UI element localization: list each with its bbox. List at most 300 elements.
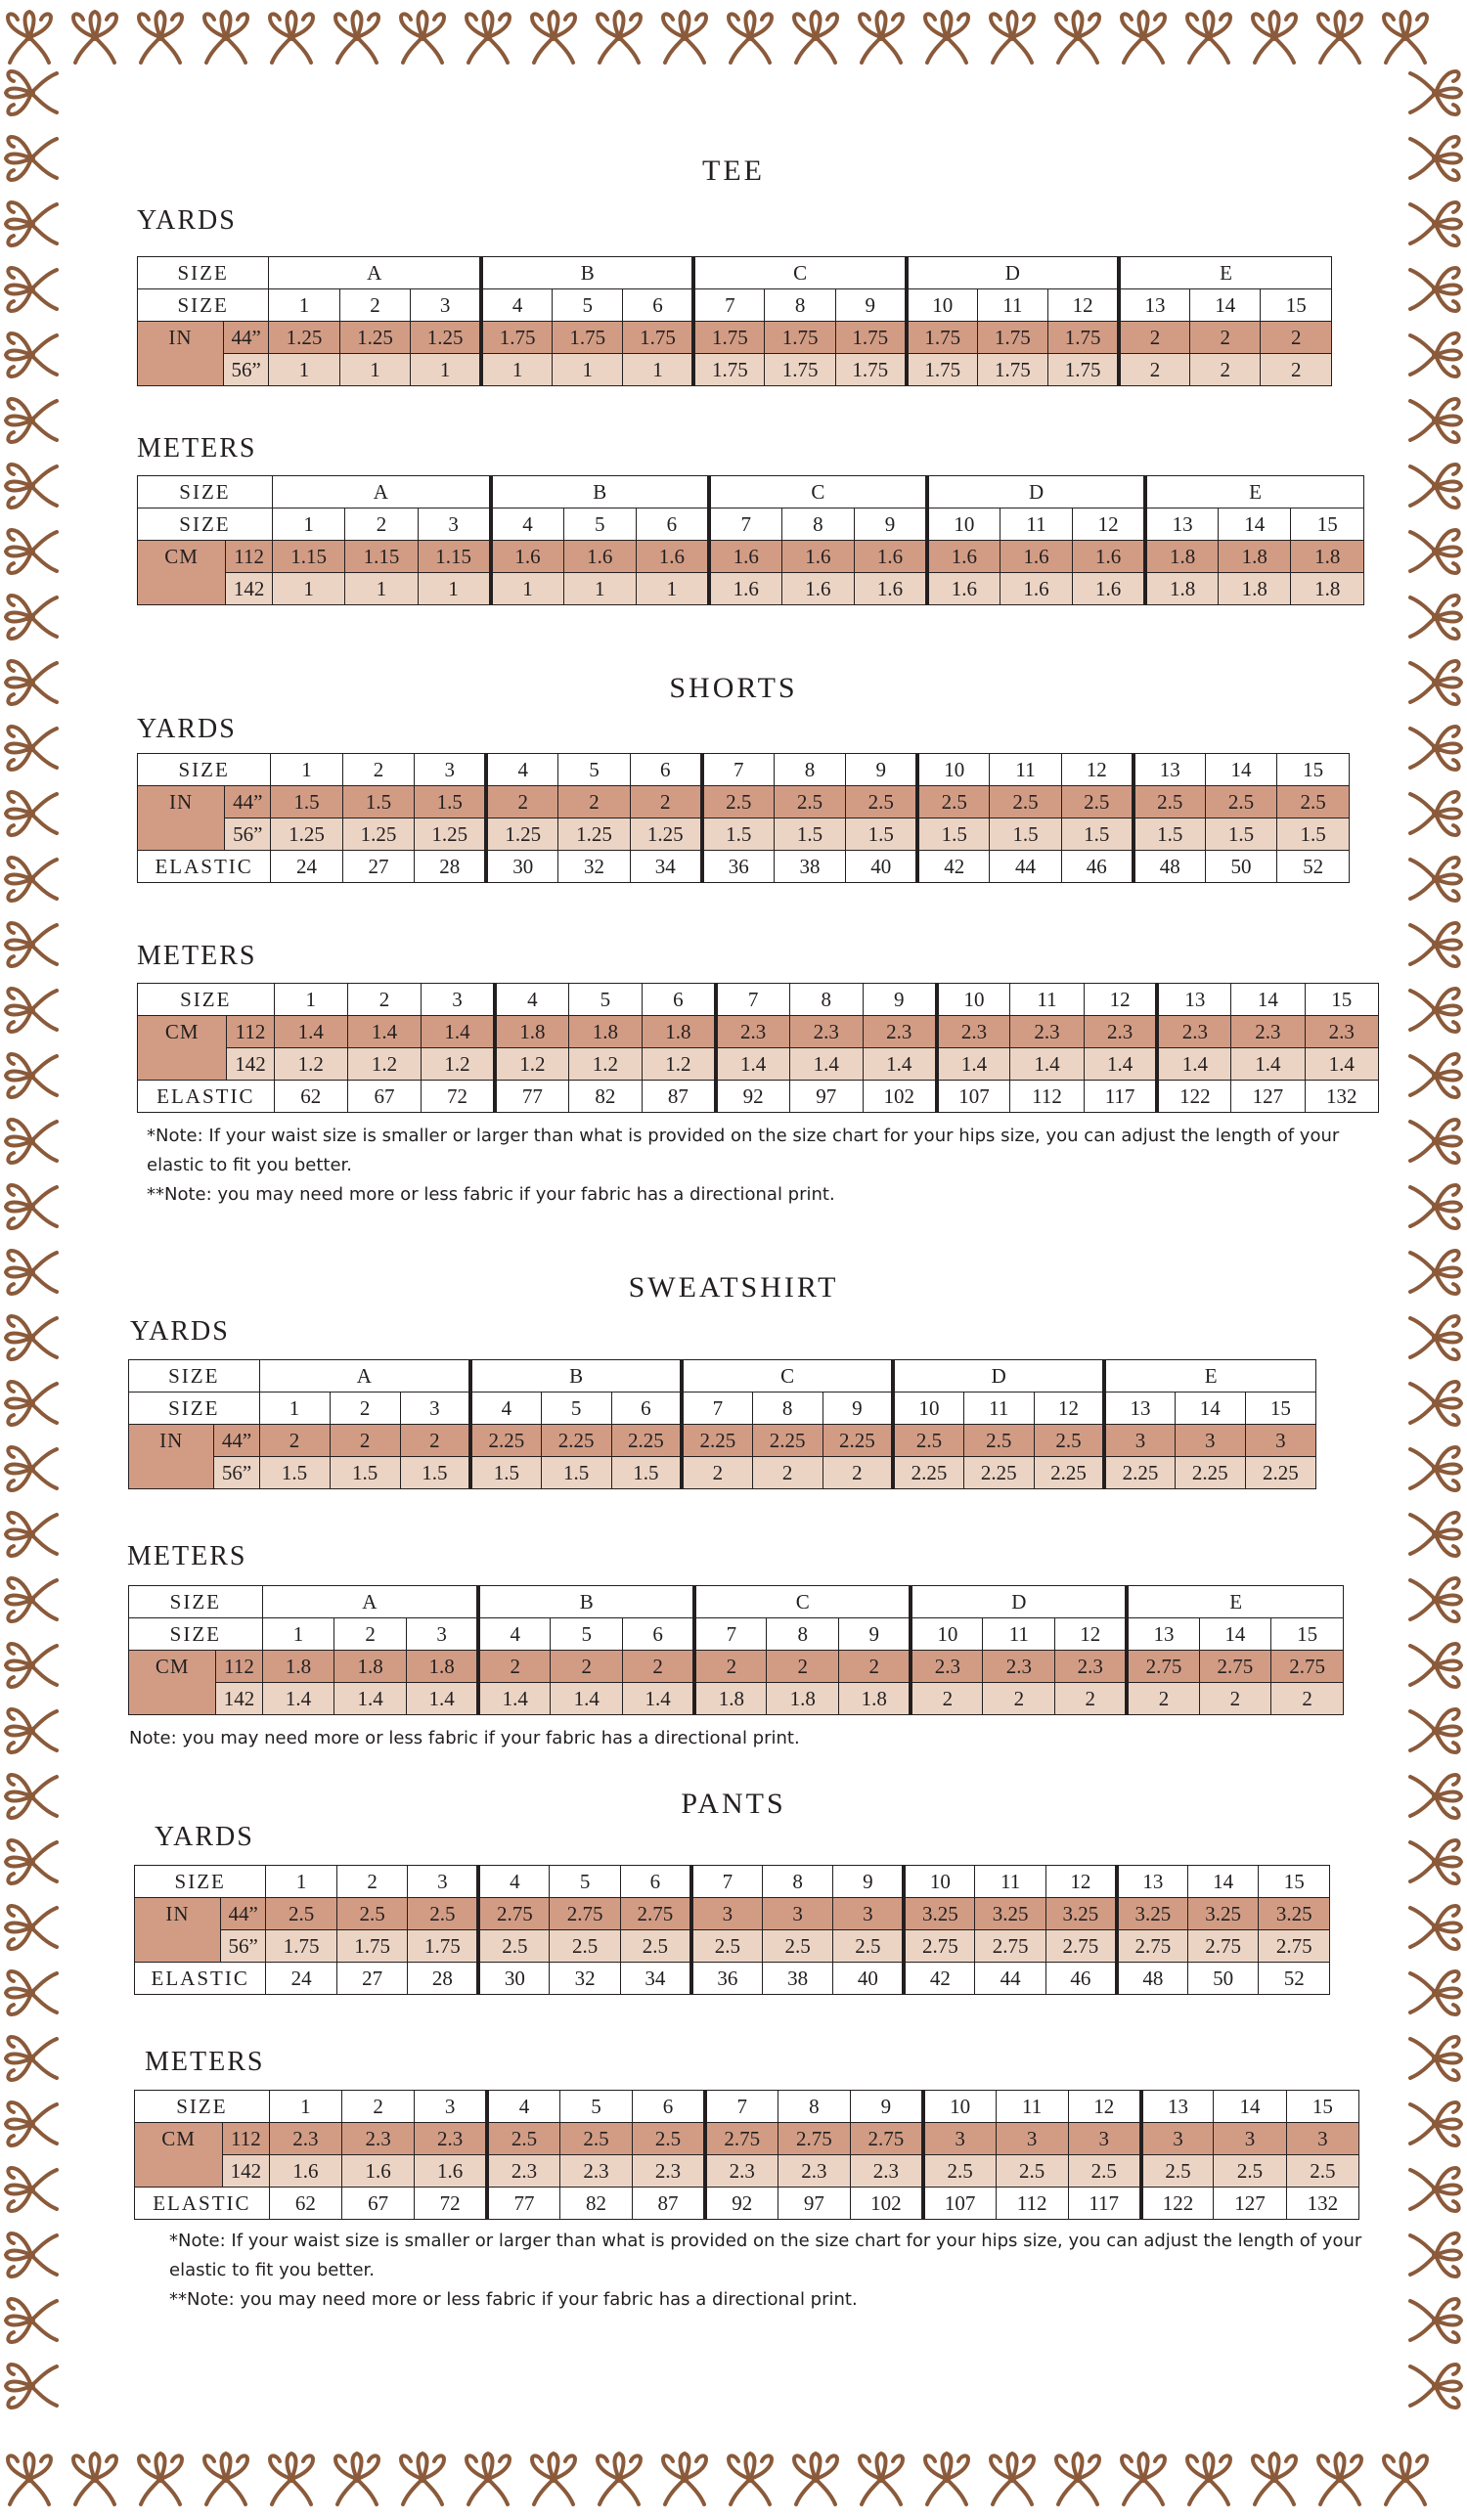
flower-ornament-icon: [335, 2454, 378, 2504]
elastic-cell: 117: [1068, 2188, 1140, 2220]
yardage-cell: 2.75: [778, 2123, 850, 2155]
flower-ornament-icon: [1187, 12, 1230, 63]
size-group-cell: D: [893, 1360, 1104, 1393]
size-cell: 1: [259, 1393, 330, 1425]
elastic-label: ELASTIC: [135, 2188, 270, 2220]
fabric-row: [135, 2155, 1359, 2188]
elastic-cell: 40: [833, 1963, 905, 1995]
flower-ornament-icon: [1410, 202, 1461, 245]
fabric-width-cell: 44”: [225, 786, 271, 818]
yardage-cell: 1.25: [415, 818, 487, 851]
size-group-cell: A: [269, 257, 481, 289]
flower-ornament-icon: [729, 12, 772, 63]
fabric-row: [129, 1683, 1344, 1715]
elastic-row: [138, 851, 1350, 883]
yardage-cell: 1.6: [855, 541, 927, 573]
size-label: SIZE: [129, 1393, 260, 1425]
section-title-pants: PANTS: [681, 1788, 786, 1820]
yardage-cell: 2.5: [620, 1930, 691, 1963]
flower-ornament-icon: [794, 12, 837, 63]
sweatshirt-yards-label: YARDS: [130, 1316, 230, 1347]
flower-ornament-icon: [1410, 2365, 1461, 2408]
size-cell: 14: [1175, 1393, 1245, 1425]
yardage-cell: 3: [762, 1898, 833, 1930]
size-group-cell: C: [709, 476, 927, 508]
size-row: [138, 289, 1332, 322]
yardage-cell: 1.4: [1305, 1048, 1378, 1081]
yardage-cell: 2: [630, 786, 702, 818]
yardage-cell: 2.3: [983, 1651, 1055, 1683]
elastic-cell: 72: [415, 2188, 487, 2220]
yardage-cell: 2.25: [893, 1457, 963, 1489]
size-group-cell: E: [1145, 476, 1363, 508]
elastic-cell: 38: [762, 1963, 833, 1995]
yardage-cell: 2.75: [1271, 1651, 1344, 1683]
flower-ornament-icon: [1056, 12, 1099, 63]
yardage-cell: 1.8: [262, 1651, 334, 1683]
yardage-cell: 2: [682, 1457, 752, 1489]
size-row: [138, 754, 1350, 786]
elastic-cell: 42: [917, 851, 990, 883]
flower-ornament-icon: [6, 2168, 57, 2211]
tee-meters-table: [137, 475, 1364, 605]
yardage-cell: 2: [400, 1425, 470, 1457]
yardage-cell: 2: [1189, 354, 1260, 386]
size-cell: 10: [937, 984, 1010, 1016]
yardage-cell: 1.8: [406, 1651, 478, 1683]
elastic-cell: 44: [990, 851, 1062, 883]
size-cell: 10: [927, 508, 1000, 541]
yardage-cell: 2.3: [1157, 1016, 1230, 1048]
size-cell: 5: [559, 2091, 632, 2123]
unit-cell: IN: [135, 1898, 221, 1963]
yardage-cell: 1: [636, 573, 708, 605]
flower-ornament-icon: [467, 12, 510, 63]
yardage-cell: 2.3: [1305, 1016, 1378, 1048]
yardage-cell: 2.25: [611, 1425, 682, 1457]
yardage-cell: 2.3: [1231, 1016, 1305, 1048]
yardage-cell: 2.25: [963, 1457, 1034, 1489]
yardage-cell: 2.5: [846, 786, 918, 818]
yardage-cell: 2.3: [778, 2155, 850, 2188]
size-cell: 15: [1245, 1393, 1315, 1425]
size-cell: 8: [752, 1393, 822, 1425]
flower-ornament-icon: [6, 1578, 57, 1621]
fabric-width-cell: 112: [223, 2123, 270, 2155]
elastic-cell: 48: [1117, 1963, 1188, 1995]
yardage-cell: 1.6: [563, 541, 636, 573]
yardage-cell: 2.5: [762, 1930, 833, 1963]
elastic-cell: 67: [347, 1081, 421, 1113]
yardage-cell: 1.15: [345, 541, 418, 573]
size-label: SIZE: [129, 1618, 263, 1651]
elastic-cell: 127: [1214, 2188, 1286, 2220]
size-cell: 12: [1055, 1618, 1128, 1651]
size-cell: 8: [774, 754, 846, 786]
group-header-row: [138, 257, 1332, 289]
yardage-cell: 1.5: [271, 786, 343, 818]
yardage-cell: 1.8: [694, 1683, 767, 1715]
flower-ornament-icon: [1410, 2299, 1461, 2342]
flower-ornament-icon: [1410, 71, 1461, 114]
fabric-row: [138, 818, 1350, 851]
yardage-cell: 2.75: [1127, 1651, 1199, 1683]
yardage-cell: 2.25: [541, 1425, 611, 1457]
yardage-cell: 2: [767, 1651, 839, 1683]
size-label: SIZE: [138, 754, 271, 786]
flower-ornament-icon: [204, 12, 247, 63]
fabric-width-cell: 112: [227, 1016, 274, 1048]
flower-ornament-icon: [401, 2454, 444, 2504]
elastic-cell: 122: [1157, 1081, 1230, 1113]
flower-ornament-icon: [139, 12, 182, 63]
elastic-cell: 117: [1084, 1081, 1157, 1113]
yardage-cell: 1.5: [990, 818, 1062, 851]
size-label: SIZE: [138, 508, 273, 541]
flower-ornament-icon: [1410, 399, 1461, 442]
yardage-cell: 1.2: [495, 1048, 568, 1081]
size-cell: 11: [977, 289, 1047, 322]
yardage-cell: 1: [339, 354, 410, 386]
yardage-cell: 1: [553, 354, 623, 386]
yardage-cell: 1.25: [630, 818, 702, 851]
group-header-row: [129, 1586, 1344, 1618]
yardage-cell: 1.8: [767, 1683, 839, 1715]
size-cell: 10: [893, 1393, 963, 1425]
unit-cell: IN: [138, 786, 225, 851]
flower-ornament-icon: [6, 989, 57, 1032]
elastic-cell: 87: [633, 2188, 705, 2220]
fabric-row: [135, 1898, 1330, 1930]
size-group-cell: B: [491, 476, 709, 508]
yardage-cell: 2.5: [1214, 2155, 1286, 2188]
yardage-cell: 3.25: [1117, 1898, 1188, 1930]
yardage-cell: 2.3: [937, 1016, 1010, 1048]
size-cell: 5: [541, 1393, 611, 1425]
flower-ornament-icon: [1410, 464, 1461, 508]
size-cell: 10: [923, 2091, 996, 2123]
elastic-cell: 107: [937, 1081, 1010, 1113]
yardage-cell: 3: [1245, 1425, 1315, 1457]
yardage-cell: 1.4: [478, 1683, 551, 1715]
flower-ornament-icon: [6, 268, 57, 311]
fabric-width-cell: 56”: [220, 1930, 265, 1963]
size-group-label: SIZE: [138, 476, 273, 508]
size-cell: 3: [411, 289, 481, 322]
flower-ornament-icon: [1410, 1906, 1461, 1949]
yardage-cell: 2: [259, 1425, 330, 1457]
yardage-cell: 2.5: [487, 2123, 559, 2155]
flower-ornament-icon: [6, 333, 57, 376]
flower-ornament-icon: [1253, 2454, 1296, 2504]
elastic-cell: 62: [269, 2188, 341, 2220]
elastic-cell: 92: [705, 2188, 778, 2220]
size-cell: 4: [478, 1866, 550, 1898]
yardage-cell: 1.4: [1084, 1048, 1157, 1081]
yardage-cell: 3: [996, 2123, 1068, 2155]
yardage-cell: 2: [1261, 354, 1332, 386]
yardage-cell: 1.8: [1219, 573, 1291, 605]
flower-ornament-icon: [532, 12, 575, 63]
yardage-cell: 2.5: [833, 1930, 905, 1963]
flower-ornament-icon: [1410, 1316, 1461, 1359]
yardage-cell: 1.6: [855, 573, 927, 605]
yardage-cell: 1.5: [259, 1457, 330, 1489]
yardage-cell: 1.6: [709, 573, 781, 605]
yardage-cell: 1.8: [1291, 541, 1364, 573]
pants-yards-label: YARDS: [155, 1822, 254, 1852]
note-waist: *Note: If your waist size is smaller or larger than what is provided on the size chart for your hips size, you can adjust the length of your elastic to fit you better.: [147, 1126, 1340, 1175]
size-cell: 8: [765, 289, 835, 322]
yardage-cell: 1.6: [1073, 541, 1145, 573]
size-cell: 10: [907, 289, 977, 322]
shorts-notes: [147, 1122, 1369, 1210]
elastic-cell: 24: [266, 1963, 337, 1995]
yardage-cell: 1.4: [623, 1683, 695, 1715]
size-cell: 2: [336, 1866, 408, 1898]
yardage-cell: 1.8: [334, 1651, 407, 1683]
yardage-cell: 1.2: [274, 1048, 347, 1081]
size-cell: 14: [1199, 1618, 1271, 1651]
size-cell: 9: [863, 984, 936, 1016]
size-label: SIZE: [138, 289, 269, 322]
yardage-cell: 1.2: [422, 1048, 495, 1081]
size-cell: 15: [1286, 2091, 1358, 2123]
size-label: SIZE: [138, 984, 275, 1016]
yardage-cell: 2.5: [990, 786, 1062, 818]
flower-ornament-icon: [6, 2102, 57, 2145]
size-cell: 5: [551, 1618, 623, 1651]
size-cell: 8: [781, 508, 854, 541]
size-group-cell: E: [1127, 1586, 1343, 1618]
yardage-cell: 2: [330, 1425, 400, 1457]
flower-ornament-icon: [1410, 792, 1461, 835]
sweatshirt-meters-label: METERS: [127, 1541, 247, 1571]
size-group-cell: B: [470, 1360, 682, 1393]
yardage-cell: 3.25: [1187, 1898, 1259, 1930]
size-cell: 7: [702, 754, 775, 786]
size-cell: 2: [339, 289, 410, 322]
yardage-cell: 2.75: [1199, 1651, 1271, 1683]
elastic-row: [138, 1081, 1379, 1113]
fabric-row: [138, 573, 1364, 605]
fabric-row: [135, 2123, 1359, 2155]
yardage-cell: 2.5: [702, 786, 775, 818]
yardage-cell: 2.3: [1010, 1016, 1084, 1048]
flower-ornament-icon: [335, 12, 378, 63]
flower-ornament-icon: [6, 1513, 57, 1556]
yardage-cell: 1: [491, 573, 563, 605]
yardage-cell: 2.5: [1061, 786, 1134, 818]
size-cell: 11: [983, 1618, 1055, 1651]
size-cell: 9: [850, 2091, 922, 2123]
flower-ornament-icon: [1410, 727, 1461, 770]
section-title-tee: TEE: [702, 155, 765, 187]
size-cell: 8: [778, 2091, 850, 2123]
yardage-cell: 2.5: [550, 1930, 621, 1963]
size-cell: 11: [963, 1393, 1034, 1425]
size-cell: 15: [1291, 508, 1364, 541]
yardage-cell: 1.75: [266, 1930, 337, 1963]
flower-ornament-icon: [6, 202, 57, 245]
yardage-cell: 2.5: [1286, 2155, 1358, 2188]
tee-yards-label: YARDS: [137, 205, 237, 236]
size-group-cell: C: [682, 1360, 893, 1393]
yardage-cell: 1.25: [486, 818, 558, 851]
size-cell: 2: [345, 508, 418, 541]
yardage-cell: 3: [1068, 2123, 1140, 2155]
elastic-cell: 67: [341, 2188, 414, 2220]
elastic-label: ELASTIC: [135, 1963, 266, 1995]
yardage-cell: 2.75: [1187, 1930, 1259, 1963]
elastic-cell: 97: [778, 2188, 850, 2220]
yardage-cell: 1.6: [341, 2155, 414, 2188]
size-cell: 11: [990, 754, 1062, 786]
flower-ornament-icon: [1122, 12, 1165, 63]
yardage-cell: 2.5: [923, 2155, 996, 2188]
section-title-shorts: SHORTS: [669, 672, 798, 704]
size-group-label: SIZE: [129, 1360, 260, 1393]
flower-ornament-icon: [1410, 1382, 1461, 1425]
yardage-cell: 2.3: [850, 2155, 922, 2188]
yardage-cell: 1.5: [541, 1457, 611, 1489]
elastic-cell: 42: [904, 1963, 975, 1995]
shorts-yards-table: [137, 753, 1350, 883]
yardage-cell: 1.4: [262, 1683, 334, 1715]
yardage-cell: 1.75: [765, 354, 835, 386]
fabric-row: [129, 1457, 1316, 1489]
yardage-cell: 1.6: [1000, 573, 1072, 605]
section-title-sweatshirt: SWEATSHIRT: [628, 1271, 839, 1304]
elastic-cell: 50: [1187, 1963, 1259, 1995]
flower-ornament-icon: [401, 12, 444, 63]
elastic-cell: 112: [996, 2188, 1068, 2220]
size-cell: 7: [691, 1866, 763, 1898]
elastic-cell: 127: [1231, 1081, 1305, 1113]
size-group-label: SIZE: [129, 1586, 263, 1618]
yardage-cell: 2.3: [1084, 1016, 1157, 1048]
yardage-cell: 2.25: [1034, 1457, 1104, 1489]
sweatshirt-note: Note: you may need more or less fabric if your fabric has a directional print.: [129, 1728, 800, 1748]
group-header-row: [138, 476, 1364, 508]
elastic-cell: 34: [620, 1963, 691, 1995]
size-cell: 1: [274, 984, 347, 1016]
yardage-cell: 1.75: [1048, 322, 1119, 354]
size-row: [129, 1618, 1344, 1651]
flower-ornament-icon: [1410, 1578, 1461, 1621]
yardage-cell: 1.6: [269, 2155, 341, 2188]
elastic-cell: 36: [691, 1963, 763, 1995]
yardage-cell: 3.25: [1259, 1898, 1330, 1930]
flower-ornament-icon: [6, 1971, 57, 2014]
yardage-cell: 2.5: [1068, 2155, 1140, 2188]
yardage-cell: 1.25: [271, 818, 343, 851]
size-cell: 4: [478, 1618, 551, 1651]
yardage-cell: 1.4: [347, 1016, 421, 1048]
yardage-cell: 2.3: [1055, 1651, 1128, 1683]
yardage-cell: 2.25: [752, 1425, 822, 1457]
yardage-cell: 1.25: [411, 322, 481, 354]
yardage-cell: 2.25: [682, 1425, 752, 1457]
fabric-width-cell: 44”: [220, 1898, 265, 1930]
yardage-cell: 2: [486, 786, 558, 818]
elastic-cell: 107: [923, 2188, 996, 2220]
size-cell: 15: [1261, 289, 1332, 322]
elastic-cell: 46: [1045, 1963, 1117, 1995]
size-cell: 5: [568, 984, 642, 1016]
size-cell: 12: [1048, 289, 1119, 322]
yardage-cell: 1.5: [342, 786, 415, 818]
size-cell: 7: [694, 1618, 767, 1651]
yardage-cell: 1.4: [863, 1048, 936, 1081]
flower-ornament-icon: [1410, 858, 1461, 901]
flower-ornament-icon: [1410, 2102, 1461, 2145]
yardage-cell: 1.2: [568, 1048, 642, 1081]
yardage-cell: 2: [551, 1651, 623, 1683]
elastic-cell: 132: [1305, 1081, 1378, 1113]
yardage-cell: 1.75: [1048, 354, 1119, 386]
size-cell: 5: [553, 289, 623, 322]
flower-ornament-icon: [6, 1382, 57, 1425]
yardage-cell: 2.5: [774, 786, 846, 818]
fabric-width-cell: 56”: [225, 818, 271, 851]
elastic-cell: 44: [975, 1963, 1046, 1995]
size-row: [135, 2091, 1359, 2123]
yardage-cell: 1.8: [642, 1016, 715, 1048]
flower-ornament-icon: [1056, 2454, 1099, 2504]
yardage-cell: 2.75: [1259, 1930, 1330, 1963]
size-cell: 12: [1034, 1393, 1104, 1425]
size-cell: 6: [636, 508, 708, 541]
size-cell: 15: [1305, 984, 1378, 1016]
yardage-cell: 2.5: [559, 2123, 632, 2155]
flower-ornament-icon: [1410, 1513, 1461, 1556]
flower-ornament-icon: [6, 2233, 57, 2277]
yardage-cell: 2.3: [415, 2123, 487, 2155]
fabric-row: [138, 541, 1364, 573]
yardage-cell: 2.5: [408, 1898, 479, 1930]
yardage-cell: 1: [623, 354, 693, 386]
yardage-cell: 2: [558, 786, 631, 818]
yardage-cell: 1.8: [1219, 541, 1291, 573]
yardage-cell: 1.6: [491, 541, 563, 573]
size-cell: 15: [1259, 1866, 1330, 1898]
flower-ornament-icon: [204, 2454, 247, 2504]
fabric-width-cell: 142: [227, 1048, 274, 1081]
flower-ornament-icon: [991, 2454, 1034, 2504]
flower-ornament-icon: [467, 2454, 510, 2504]
elastic-cell: 92: [716, 1081, 789, 1113]
size-group-cell: D: [911, 1586, 1127, 1618]
yardage-cell: 1.6: [709, 541, 781, 573]
flower-ornament-icon: [1410, 1644, 1461, 1687]
yardage-cell: 2: [752, 1457, 822, 1489]
flower-ornament-icon: [1410, 1840, 1461, 1883]
size-cell: 2: [347, 984, 421, 1016]
size-cell: 14: [1214, 2091, 1286, 2123]
flower-ornament-icon: [1410, 989, 1461, 1032]
yardage-cell: 2.75: [1045, 1930, 1117, 1963]
size-group-cell: B: [478, 1586, 694, 1618]
yardage-cell: 3: [1286, 2123, 1358, 2155]
flower-ornament-icon: [1122, 2454, 1165, 2504]
size-label: SIZE: [135, 2091, 270, 2123]
yardage-cell: 1.6: [781, 541, 854, 573]
size-cell: 1: [266, 1866, 337, 1898]
size-cell: 3: [415, 2091, 487, 2123]
size-cell: 2: [334, 1618, 407, 1651]
yardage-cell: 2.5: [1034, 1425, 1104, 1457]
